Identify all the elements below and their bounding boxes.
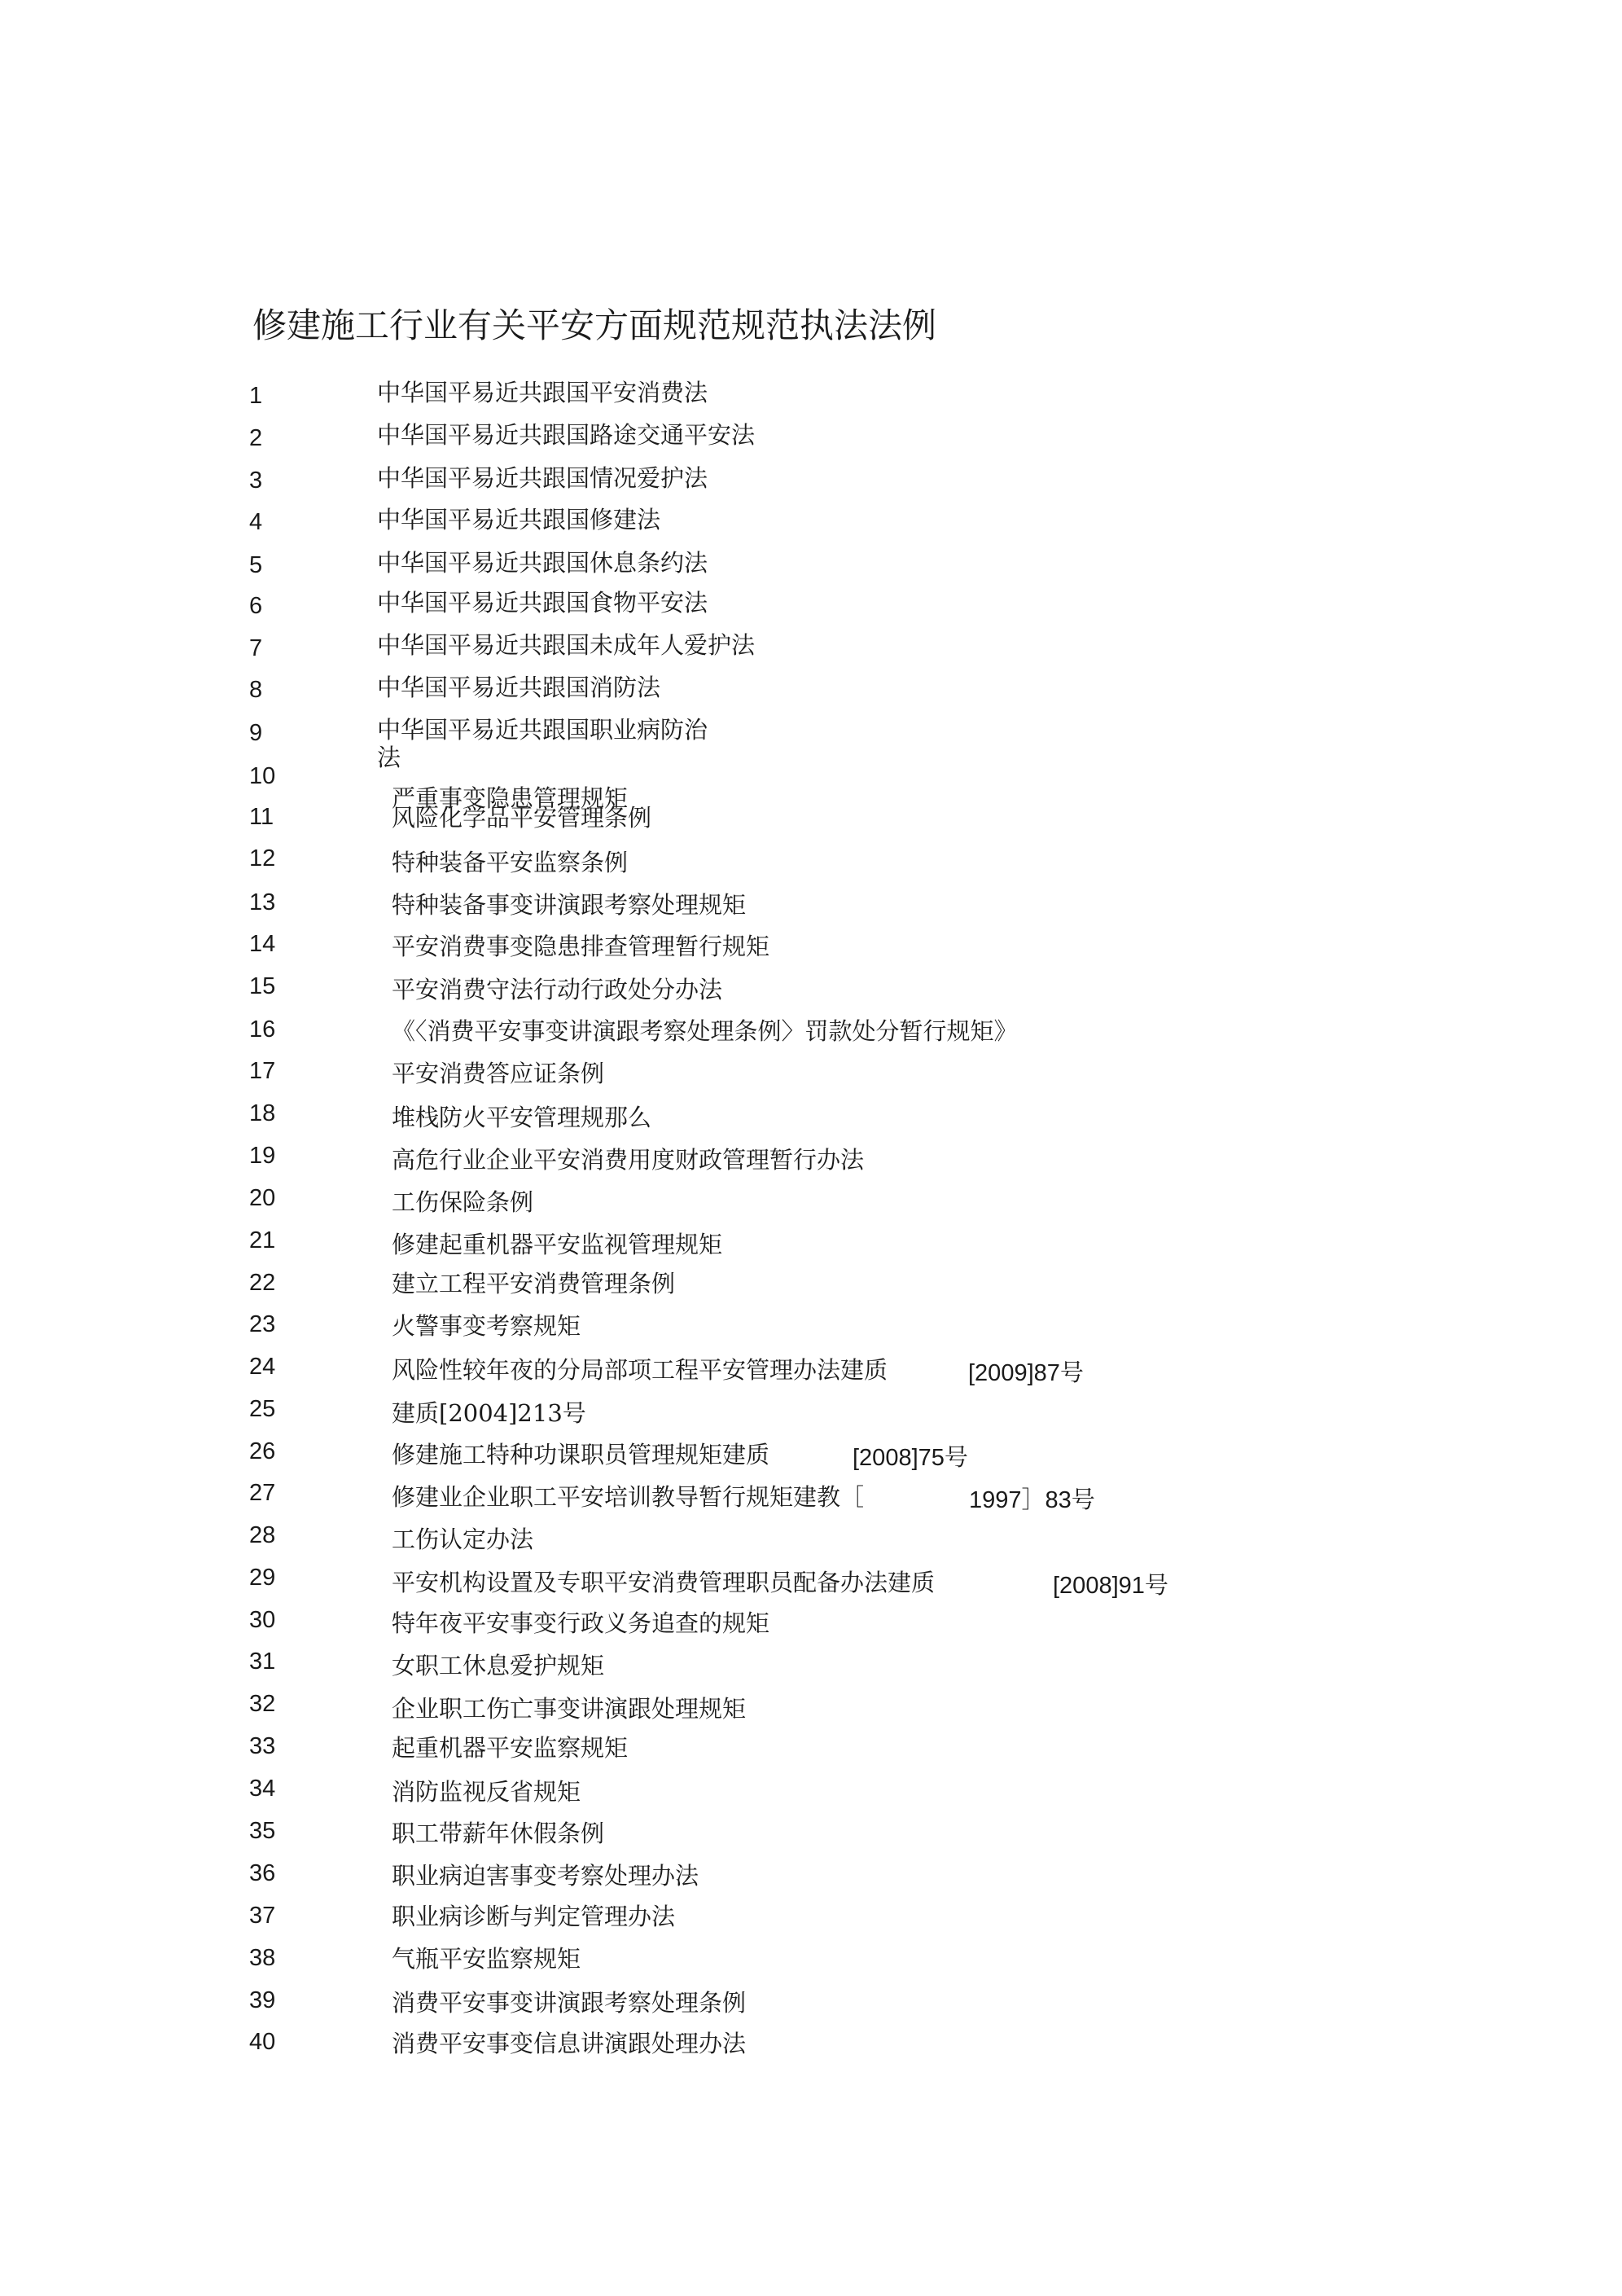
item-text: 修建业企业职工平安培训教导暂行规矩建教［ xyxy=(392,1483,865,1511)
item-number: 26 xyxy=(249,1438,276,1464)
item-text: 严重事变隐患管理规矩 xyxy=(392,784,629,812)
item-text: 火警事变考察规矩 xyxy=(392,1312,581,1340)
item-text: 平安消费答应证条例 xyxy=(392,1060,605,1087)
item-text: 职业病迫害事变考察处理办法 xyxy=(392,1862,699,1890)
item-number: 2 xyxy=(249,425,263,451)
item-number: 20 xyxy=(249,1185,276,1211)
item-reference-code: [2008]75号 xyxy=(853,1445,968,1471)
item-text: 中华国平易近共跟国情况爱护法 xyxy=(377,464,708,492)
item-number: 25 xyxy=(249,1396,276,1422)
item-number: 15 xyxy=(249,973,276,999)
item-text: 起重机器平安监察规矩 xyxy=(392,1734,629,1762)
item-text: 消费平安事变信息讲演跟处理办法 xyxy=(392,2030,747,2057)
item-number: 19 xyxy=(249,1143,276,1169)
item-text: 特种装备平安监察条例 xyxy=(392,849,629,876)
item-number: 29 xyxy=(249,1565,276,1591)
item-number: 6 xyxy=(249,593,263,619)
item-text: 中华国平易近共跟国平安消费法 xyxy=(377,379,708,406)
item-number: 21 xyxy=(249,1227,276,1253)
item-text: 修建起重机器平安监视管理规矩 xyxy=(392,1231,723,1258)
item-text: 平安消费事变隐患排查管理暂行规矩 xyxy=(392,933,770,960)
item-number: 35 xyxy=(249,1818,276,1844)
item-number: 1 xyxy=(249,383,263,409)
item-text: 平安消费守法行动行政处分办法 xyxy=(392,976,723,1003)
item-text: 特种装备事变讲演跟考察处理规矩 xyxy=(392,891,747,919)
item-text: 风险性较年夜的分局部项工程平安管理办法建质 xyxy=(392,1356,888,1384)
item-number: 34 xyxy=(249,1776,276,1802)
item-number: 23 xyxy=(249,1311,276,1337)
item-text: 中华国平易近共跟国路途交通平安法 xyxy=(377,421,756,449)
item-number: 16 xyxy=(249,1016,276,1043)
item-number: 36 xyxy=(249,1860,276,1886)
item-text: 修建施工特种功课职员管理规矩建质 xyxy=(392,1441,770,1468)
item-text: 建质[2004]213号 xyxy=(392,1399,586,1427)
item-number: 12 xyxy=(249,845,276,871)
item-reference-code: 1997］83号 xyxy=(969,1487,1095,1513)
document-title: 修建施工行业有关平安方面规范规范执法法例 xyxy=(252,305,937,345)
item-text: 中华国平易近共跟国食物平安法 xyxy=(377,589,708,617)
item-number: 39 xyxy=(249,1987,276,2013)
item-number: 38 xyxy=(249,1945,276,1971)
item-number: 18 xyxy=(249,1100,276,1126)
item-text: 中华国平易近共跟国未成年人爱护法 xyxy=(377,631,756,659)
item-number: 17 xyxy=(249,1058,276,1084)
item-text: 堆栈防火平安管理规那么 xyxy=(392,1104,652,1131)
item-number: 3 xyxy=(249,468,263,494)
item-number: 22 xyxy=(249,1270,276,1296)
item-text: 中华国平易近共跟国消防法 xyxy=(377,674,661,701)
item-text: 风险化学品平安管理条例 xyxy=(392,804,652,832)
item-number: 11 xyxy=(249,804,274,830)
item-text: 工伤保险条例 xyxy=(392,1188,534,1216)
item-text: 职工带薪年休假条例 xyxy=(392,1820,605,1847)
item-number: 28 xyxy=(249,1522,276,1548)
item-text: 气瓶平安监察规矩 xyxy=(392,1945,581,1973)
item-number: 10 xyxy=(249,763,276,789)
item-text: 特年夜平安事变行政义务追查的规矩 xyxy=(392,1609,770,1637)
item-number: 5 xyxy=(249,552,263,578)
item-number: 4 xyxy=(249,509,263,535)
item-number: 8 xyxy=(249,677,263,703)
item-reference-code: [2009]87号 xyxy=(968,1360,1084,1386)
item-text-continuation: 法 xyxy=(377,744,401,771)
item-text: 消防监视反省规矩 xyxy=(392,1778,581,1806)
item-number: 24 xyxy=(249,1354,276,1380)
item-text: 中华国平易近共跟国休息条约法 xyxy=(377,549,708,577)
item-number: 30 xyxy=(249,1607,276,1633)
item-text: 职业病诊断与判定管理办法 xyxy=(392,1903,676,1930)
item-text: 企业职工伤亡事变讲演跟处理规矩 xyxy=(392,1695,747,1723)
item-number: 14 xyxy=(249,931,276,957)
item-text: 女职工休息爱护规矩 xyxy=(392,1652,605,1679)
item-text: 中华国平易近共跟国职业病防治 xyxy=(377,716,708,744)
item-text: 《〈消费平安事变讲演跟考察处理条例〉罚款处分暂行规矩》 xyxy=(392,1017,1018,1045)
item-text: 平安机构设置及专职平安消费管理职员配备办法建质 xyxy=(392,1569,936,1596)
item-number: 40 xyxy=(249,2029,276,2055)
item-number: 33 xyxy=(249,1733,276,1759)
item-text: 工伤认定办法 xyxy=(392,1526,534,1553)
item-number: 31 xyxy=(249,1648,276,1675)
item-number: 32 xyxy=(249,1691,276,1717)
item-text: 中华国平易近共跟国修建法 xyxy=(377,506,661,533)
item-number: 13 xyxy=(249,889,276,915)
item-number: 9 xyxy=(249,720,263,746)
item-number: 37 xyxy=(249,1903,276,1929)
item-number: 27 xyxy=(249,1480,276,1506)
item-text: 高危行业企业平安消费用度财政管理暂行办法 xyxy=(392,1146,865,1174)
item-text: 建立工程平安消费管理条例 xyxy=(392,1270,676,1297)
item-number: 7 xyxy=(249,635,263,661)
item-text: 消费平安事变讲演跟考察处理条例 xyxy=(392,1989,747,2017)
item-reference-code: [2008]91号 xyxy=(1053,1573,1168,1599)
